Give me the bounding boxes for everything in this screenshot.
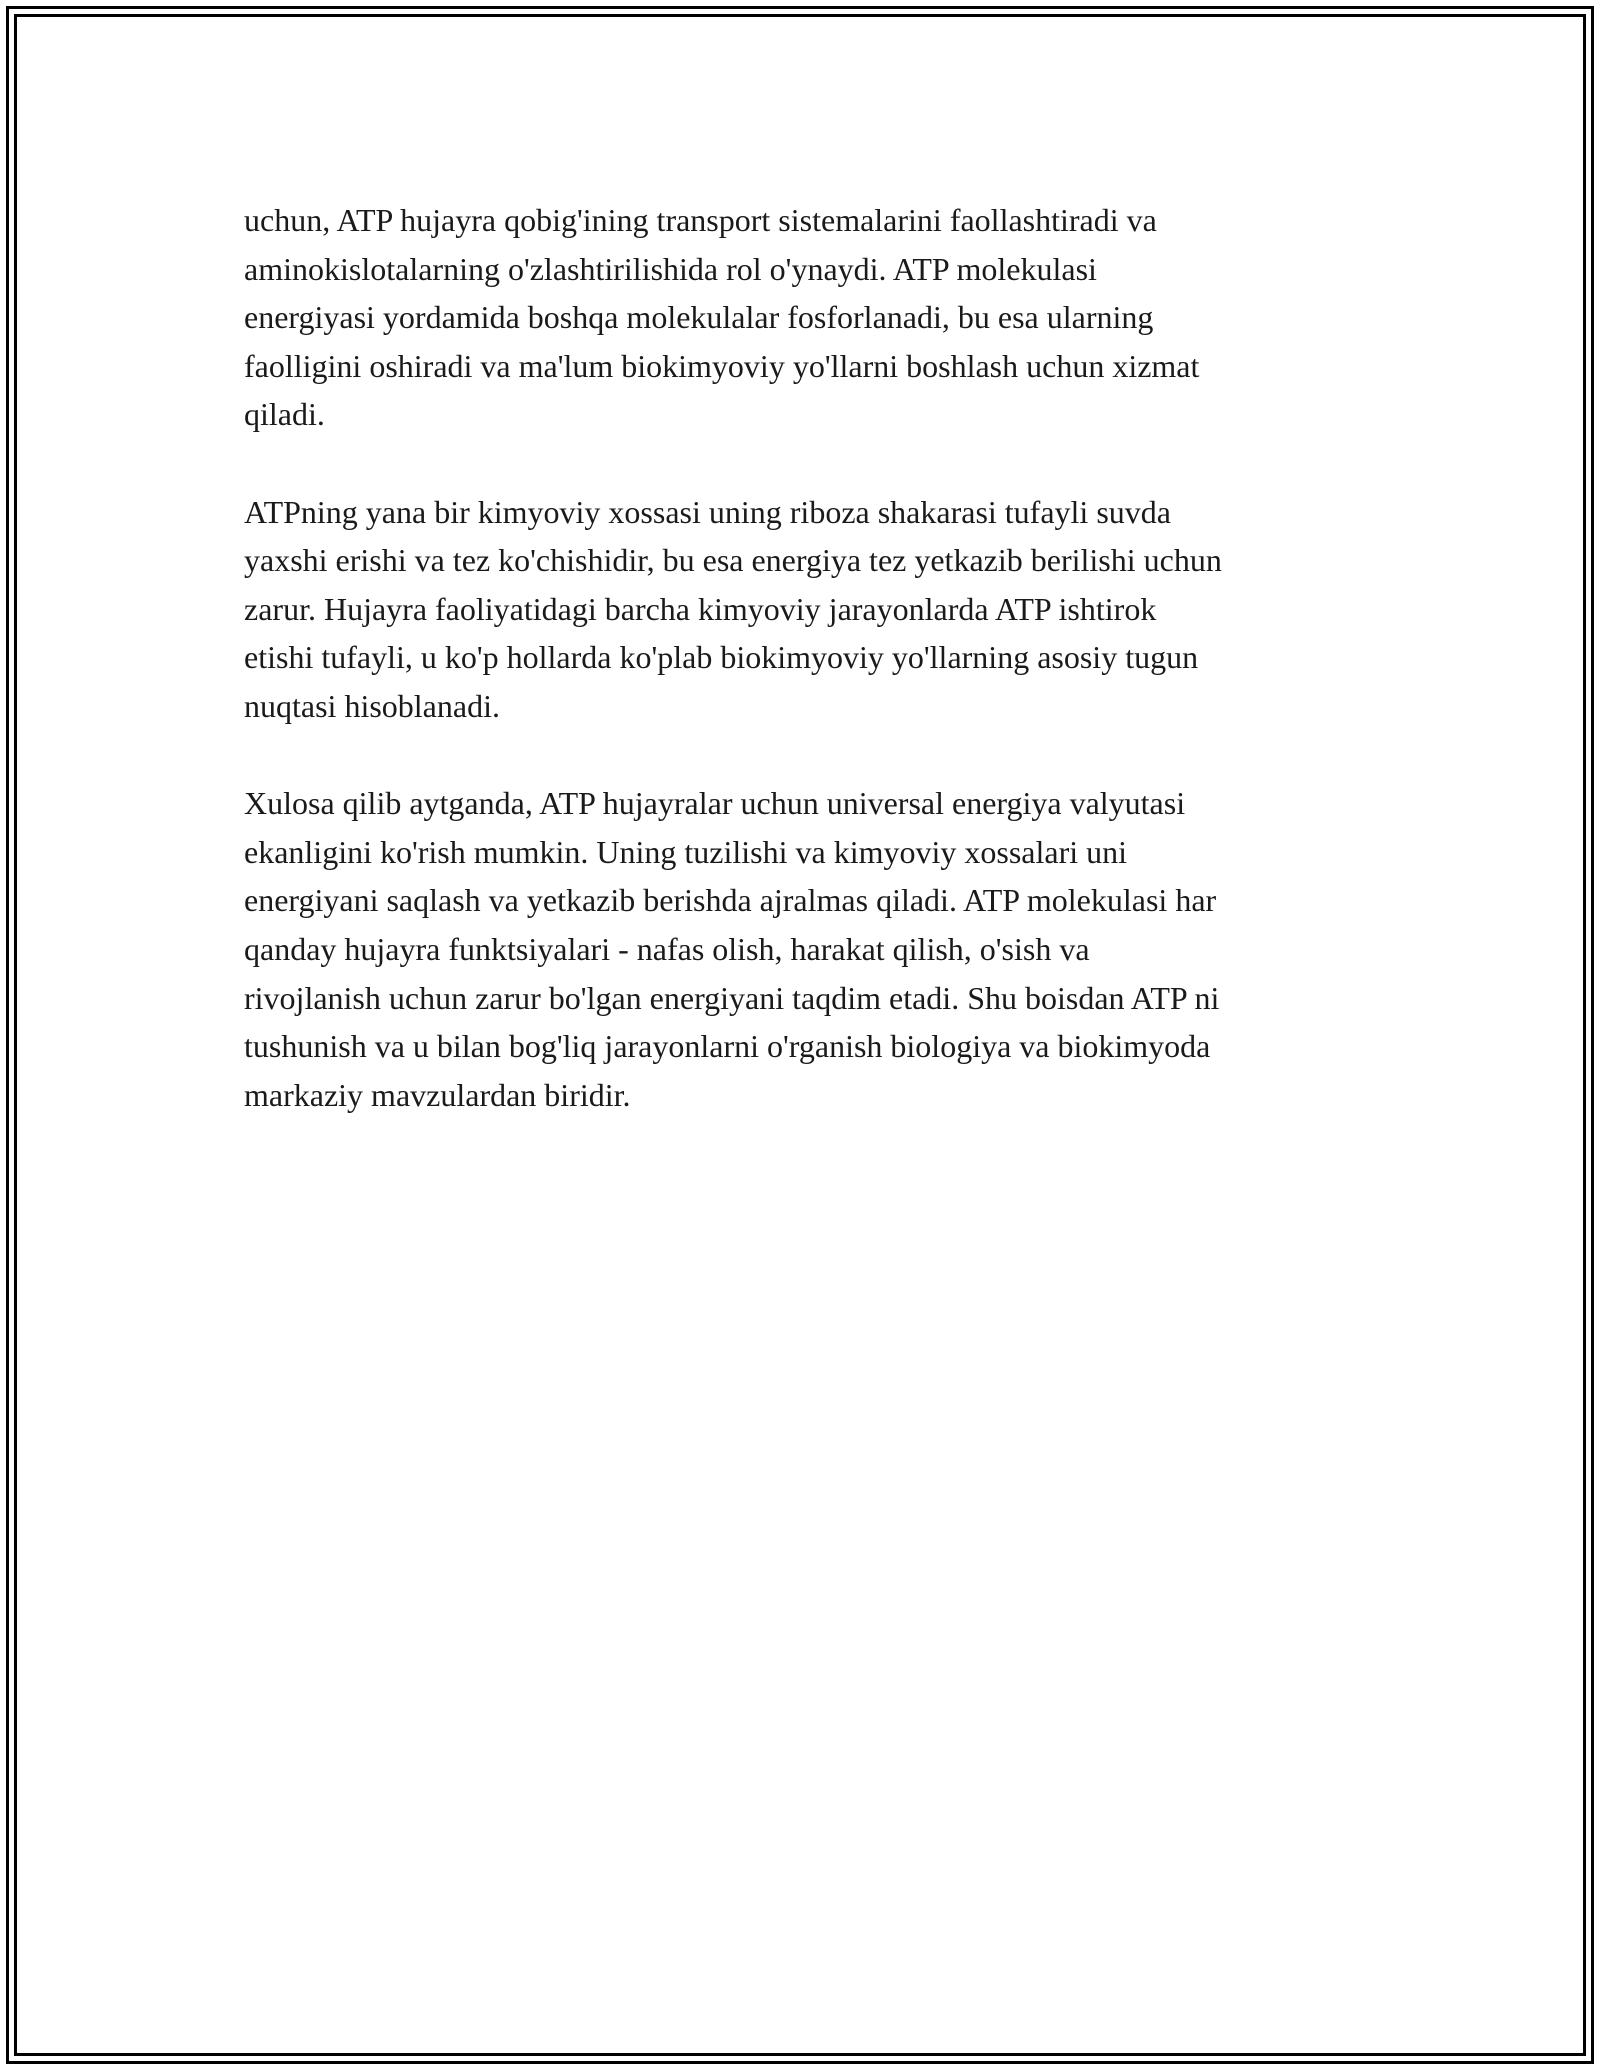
text-line: energiyani saqlash va yetkazib berishda ajralmas qiladi. ATP molekulasi har: [244, 882, 1217, 919]
text-line: nuqtasi hisoblanadi.: [244, 687, 500, 724]
text-line: energiyasi yordamida boshqa molekulalar fosforlanadi, bu esa ularning: [244, 299, 1154, 336]
text-line: yaxshi erishi va tez ko'chishidir, bu esa energiya tez yetkazib berilishi uchun: [244, 542, 1222, 579]
text-line: qanday hujayra funktsiyalari - nafas olish, harakat qilish, o'sish va: [244, 930, 1090, 967]
paragraph-3: [244, 779, 1374, 1119]
text-line: aminokislotalarning o'zlashtirilishida rol o'ynaydi. ATP molekulasi: [244, 250, 1097, 287]
text-line: faolligini oshiradi va ma'lum biokimyoviy yo'llarni boshlash uchun xizmat: [244, 347, 1200, 384]
text-line: markaziy mavzulardan biridir.: [244, 1076, 631, 1113]
text-line: etishi tufayli, u ko'p hollarda ko'plab biokimyoviy yo'llarning asosiy tugun: [244, 639, 1199, 676]
text-line: Xulosa qilib aytganda, ATP hujayralar uchun universal energiya valyutasi: [244, 785, 1186, 822]
paragraph-1: [244, 196, 1374, 439]
document-body: [244, 196, 1374, 1168]
text-line: rivojlanish uchun zarur bo'lgan energiyani taqdim etadi. Shu boisdan ATP ni: [244, 979, 1220, 1016]
page-frame: [6, 6, 1594, 2064]
text-line: tushunish va u bilan bog'liq jarayonlarni o'rganish biologiya va biokimyoda: [244, 1028, 1211, 1065]
paragraph-2: [244, 488, 1374, 731]
text-line: ATPning yana bir kimyoviy xossasi uning riboza shakarasi tufayli suvda: [244, 493, 1171, 530]
text-line: uchun, ATP hujayra qobig'ining transport sistemalarini faollashtiradi va: [244, 202, 1157, 238]
text-line: ekanligini ko'rish mumkin. Uning tuzilishi va kimyoviy xossalari uni: [244, 833, 1128, 870]
text-line: zarur. Hujayra faoliyatidagi barcha kimyoviy jarayonlarda ATP ishtirok: [244, 590, 1157, 627]
text-line: qiladi.: [244, 396, 325, 433]
